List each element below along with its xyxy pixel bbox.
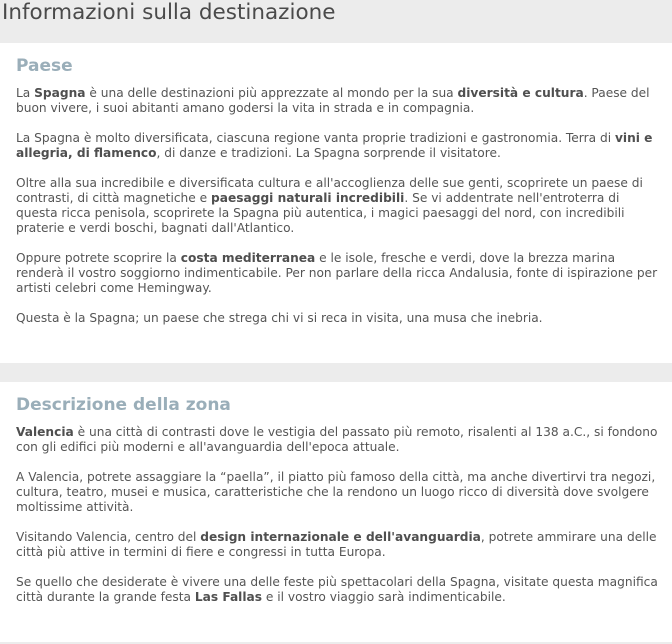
zone-paragraph-3: Visitando Valencia, centro del design internazionale e dell'avanguardia, potrete ammirare una delle città più attive in termini di fiere e congressi in tutta Europa. [16, 530, 657, 559]
page-title: Informazioni sulla destinazione [2, 0, 336, 25]
country-paragraph-1: La Spagna è una delle destinazioni più apprezzate al mondo per la sua diversità e cultura. Paese del buon vivere, i suoi abitanti amano godersi la vita in strada e in compagnia. [16, 86, 650, 115]
zone-section [0, 382, 672, 642]
country-heading: Paese [16, 56, 73, 76]
zone-heading: Descrizione della zona [16, 395, 231, 415]
country-paragraph-5: Questa è la Spagna; un paese che strega chi vi si reca in visita, una musa che inebria. [16, 311, 543, 325]
country-paragraph-3: Oltre alla sua incredibile e diversificata cultura e all'accoglienza delle sue genti, scoprirete un paese di contrasti, di città magnetiche e paesaggi naturali incredibili. Se vi addentrate nell'entroterra di questa ricca penisola, scoprirete la Spagna più autentica, i magici paesaggi del nord, con incredibili praterie e verdi boschi, bagnati dall'Atlantico. [16, 176, 643, 235]
zone-paragraph-1: Valencia è una città di contrasti dove le vestigia del passato più remoto, risalenti al 138 a.C., si fondono con gli edifici più moderni e all'avanguardia dell'epoca attuale. [16, 425, 658, 454]
zone-paragraph-4: Se quello che desiderate è vivere una delle feste più spettacolari della Spagna, visitate questa magnifica città durante la grande festa Las Fallas e il vostro viaggio sarà indimenticabile. [16, 575, 658, 604]
country-paragraph-2: La Spagna è molto diversificata, ciascuna regione vanta proprie tradizioni e gastronomia. Terra di vini e allegria, di flamenco, di danze e tradizioni. La Spagna sorprende il visitatore. [16, 131, 653, 160]
country-paragraph-4: Oppure potrete scoprire la costa mediterranea e le isole, fresche e verdi, dove la brezza marina renderà il vostro soggiorno indimenticabile. Per non parlare della ricca Andalusia, fonte di ispirazione per artisti celebri come Hemingway. [16, 251, 658, 295]
zone-paragraph-2: A Valencia, potrete assaggiare la “paella”, il piatto più famoso della città, ma anche divertirvi tra negozi, cultura, teatro, musei e musica, caratteristiche che la rendono un luogo ricco di diversità dove svolgere moltissime attività. [16, 470, 656, 514]
country-section [0, 43, 672, 363]
